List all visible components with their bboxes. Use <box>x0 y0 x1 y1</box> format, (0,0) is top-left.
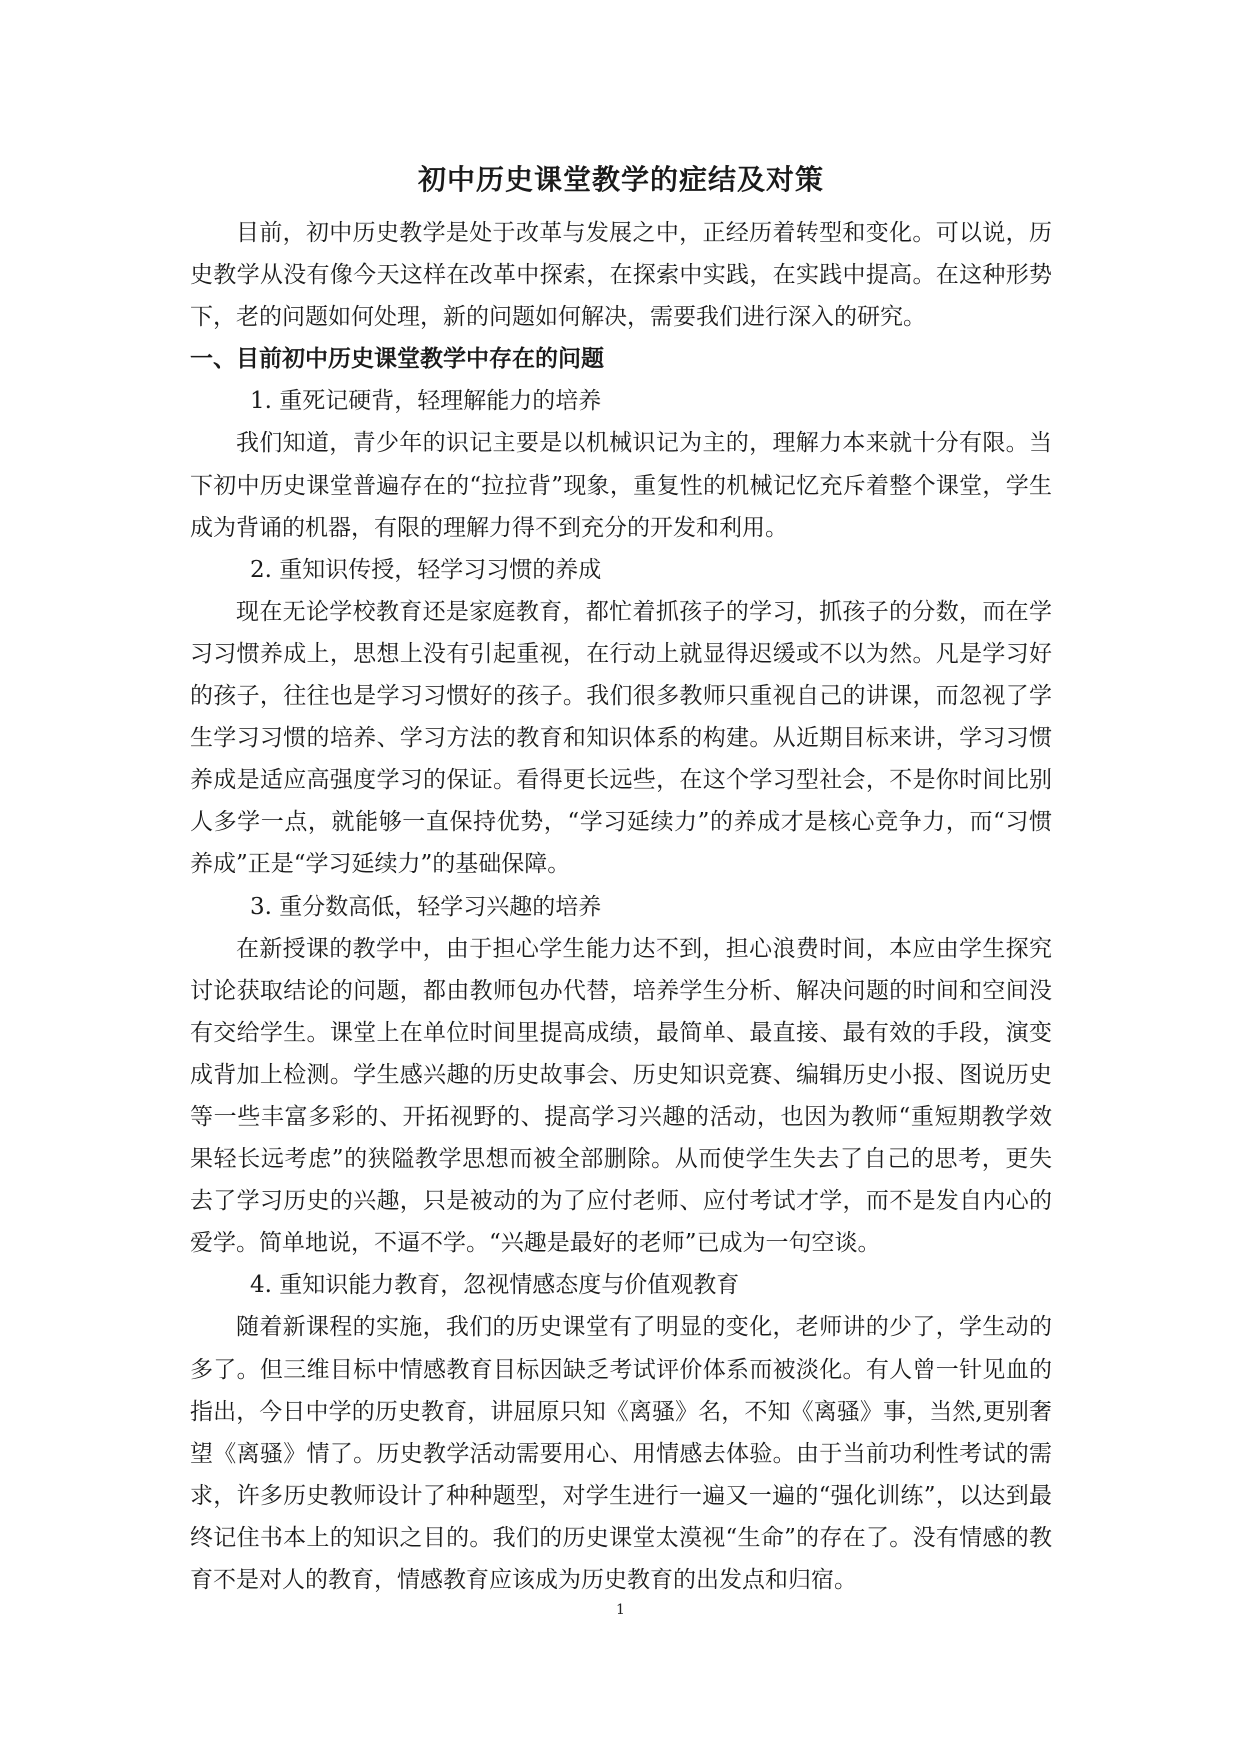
item-heading-2: 2. 重知识传授，轻学习习惯的养成 <box>250 556 602 583</box>
item-heading-4: 4. 重知识能力教育，忽视情感态度与价值观教育 <box>250 1272 740 1299</box>
document-content <box>190 160 1052 1601</box>
page-number: 1 <box>616 1602 625 1618</box>
item-body-3: 在新授课的教学中，由于担心学生能力达不到，担心浪费时间，本应由学生探究讨论获取结论的问题，都由教师包办代替，培养学生分析、解决问题的时间和空间没有交给学生。课堂上在单位时间里提高成绩，最简单、最直接、最有效的手段，演变成背加上检测。学生感兴趣的历史故事会、历史知识竞赛、编辑历史小报、图说历史等一些丰富多彩的、开拓视野的、提高学习兴趣的活动，也因为教师“重短期教学效果轻长远考虑”的狭隘教学思想而被全部删除。从而使学生失去了自己的思考，更失去了学习历史的兴趣，只是被动的为了应付老师、应付考试才学，而不是发自内心的爱学。简单地说，不逼不学。“兴趣是最好的老师”已成为一句空谈。 <box>190 935 1052 1257</box>
section-heading: 一、目前初中历史课堂教学中存在的问题 <box>190 345 604 373</box>
item-body-2: 现在无论学校教育还是家庭教育，都忙着抓孩子的学习，抓孩子的分数，而在学习习惯养成上，思想上没有引起重视，在行动上就显得迟缓或不以为然。凡是学习好的孩子，往往也是学习习惯好的孩子。我们很多教师只重视自己的讲课，而忽视了学生学习习惯的培养、学习方法的教育和知识体系的构建。从近期目标来讲，学习习惯养成是适应高强度学习的保证。看得更长远些，在这个学习型社会，不是你时间比别人多学一点，就能够一直保持优势，“学习延续力”的养成才是核心竞争力，而“习惯养成”正是“学习延续力”的基础保障。 <box>190 598 1052 878</box>
item-body-4: 随着新课程的实施，我们的历史课堂有了明显的变化，老师讲的少了，学生动的多了。但三维目标中情感教育目标因缺乏考试评价体系而被淡化。有人曾一针见血的指出，今日中学的历史教育，讲屈原只知《离骚》名，不知《离骚》事，当然,更别奢望《离骚》情了。历史教学活动需要用心、用情感去体验。由于当前功利性考试的需求，许多历史教师设计了种种题型，对学生进行一遍又一遍的“强化训练”，以达到最终记住书本上的知识之目的。我们的历史课堂太漠视“生命”的存在了。没有情感的教育不是对人的教育，情感教育应该成为历史教育的出发点和归宿。 <box>190 1314 1052 1593</box>
item-body-1: 我们知道，青少年的识记主要是以机械识记为主的，理解力本来就十分有限。当下初中历史课堂普遍存在的“拉拉背”现象，重复性的机械记忆充斥着整个课堂，学生成为背诵的机器，有限的理解力得不到充分的开发和利用。 <box>190 430 1052 541</box>
item-heading-3: 3. 重分数高低，轻学习兴趣的培养 <box>250 893 602 920</box>
document-title: 初中历史课堂教学的症结及对策 <box>417 163 824 196</box>
intro-paragraph: 目前，初中历史教学是处于改革与发展之中，正经历着转型和变化。可以说，历史教学从没有像今天这样在改革中探索，在探索中实践，在实践中提高。在这种形势下，老的问题如何处理，新的问题如何解决，需要我们进行深入的研究。 <box>190 220 1052 331</box>
item-heading-1: 1. 重死记硬背，轻理解能力的培养 <box>250 388 602 415</box>
